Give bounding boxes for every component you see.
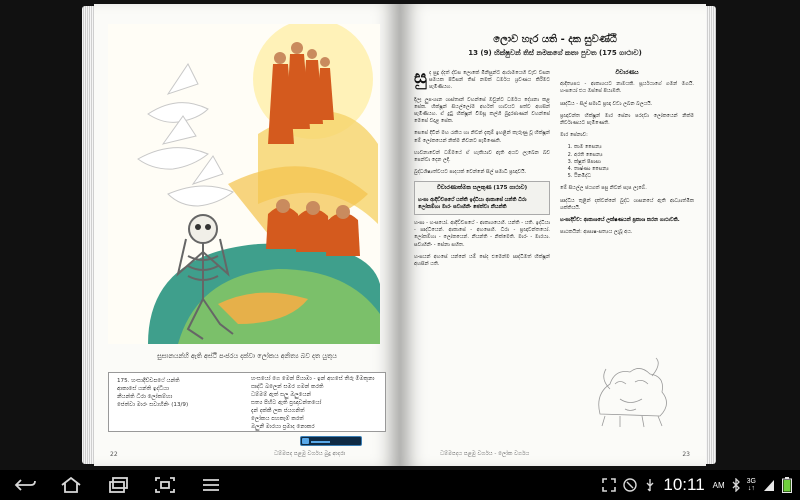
paragraph: බුද්ධශිෂ්‍යත්වයට පාදයක් වෙන්නේ සිල් සමාධි ප්‍රඥාවයි.: [414, 169, 527, 176]
analysis-box: [414, 181, 550, 215]
recent-apps-icon: [107, 476, 131, 494]
home-button[interactable]: [56, 475, 86, 495]
home-icon: [59, 476, 83, 494]
scrubber-handle[interactable]: [302, 438, 309, 444]
verse-line: සත්‍ය පිහිට ඇති ප්‍රඥාවන්තයෝ: [251, 400, 322, 406]
numbered-list: [560, 144, 694, 180]
drop-cap: සු: [414, 67, 427, 88]
verse-line: 175. හංසාදිච්චපථේ යන්ති: [117, 378, 180, 384]
verse-line: ජෙත්වා මාරං සවාහිනිං (13/9): [117, 402, 189, 408]
list-item: 2. අරති සෛන්‍ය: [574, 152, 694, 159]
verse-sinhala: [251, 375, 381, 431]
text-column-left: [414, 67, 550, 273]
verse-line: නීයන්ති ධීරා ලෝකම්හා: [117, 394, 173, 400]
menu-button[interactable]: [196, 475, 226, 495]
page-footer-right: ධම්මපදය පළමු වර්ගය - ලෝක වර්ගය: [440, 451, 530, 457]
verse-line: ඔලුනී මාරයා ප්‍රමාද නොකර: [251, 424, 315, 430]
list-item: 1. කාම සෛන්‍ය: [574, 144, 694, 151]
battery-icon: [782, 477, 792, 493]
paragraph: මාර සේනාව:: [560, 132, 588, 139]
lion-sketch: [580, 354, 680, 430]
network-activity: ↓↑: [747, 485, 755, 492]
screenshot-button[interactable]: [150, 475, 180, 495]
section-heading: විචාරණය: [615, 70, 639, 76]
right-page[interactable]: [400, 4, 706, 466]
screenshot-icon: [154, 476, 176, 494]
signal-icon: [763, 478, 775, 492]
illustration-caption: සුසානයන්හි ඇති අස්ථි පංජරය දක්වා ලෝකය අනිත්‍ය බව දත යුතුය: [157, 352, 337, 360]
chapter-subtitle: 13 (9) භික්ෂුවන් තිස් නමකගේ කතා පුවත (175 ගාථාව): [468, 49, 642, 57]
data-saver-icon: [623, 478, 637, 492]
verse-line: දැන් දක්කී ලක ජයගනිත්: [251, 408, 305, 414]
usb-icon: [644, 478, 656, 492]
menu-icon: [201, 477, 221, 493]
paragraph: හංසා - හංසයෝ. ආදිච්චපථේ - ආකාශයෙහි. යන්ති - යති. ඉද්ධියා - ඍද්ධියෙන්. ආකාසේ - අහසෙහි. ධීරා - ප්‍රඥාවන්තයෝ. ලෝකම්හා - ලෝකයෙන්. නීයන්ති - නික්මෙති. මාරං - මාරයා. සවාහිනිං - සේනා සහිත.: [414, 220, 550, 248]
fullscreen-icon: [602, 478, 616, 492]
back-button[interactable]: [10, 475, 40, 495]
paragraph: සුද සුදු ද්දත් ද්වස ලොකේ මිනිසුන්ට ආරාමයෙහි වැඩ වසන සමයක පිටිසන් තිස් නමක් ධර්මය ශ්‍රවණය කිරීමට පැමිණියහ.: [414, 67, 550, 91]
network-indicator: [747, 478, 756, 492]
paragraph: දීලෑ ලුපංශාන ශාස්තෘන් වහන්සේ ඔවුන්ට ධර්මය දේශනා කළ සේක. භික්ෂූන් සියල්ලෝම අර්හත් භාවයට පත්ව අහසින් පැමිණියහ. ඒ දුටු භික්ෂූන් විමසූ කල්හි බුදුරජාණන් වහන්සේ මෙසේ වදාළ සේක.: [414, 96, 550, 125]
network-type: 3G: [746, 478, 756, 485]
list-item: 3. ක්ෂුත් පිපාසා: [574, 159, 694, 166]
scrubber-progress: [311, 441, 330, 443]
verse-line: ධම්මම් ඇත් සලු ඔලුයෙන්: [251, 392, 312, 398]
verse-line: ආකාසේ යන්ති ඉද්ධියා: [117, 386, 170, 392]
text-column-right: [560, 70, 694, 241]
verse-box: [108, 372, 386, 432]
clock-time: 10:11: [663, 475, 705, 494]
verse-line: හංසයෝ ගෙ මෙන් පියාඹා - ඉන් අහසේ තීරු මීමකුනා: [251, 376, 375, 382]
left-page[interactable]: [94, 4, 400, 466]
paragraph: හංසාදිච්ච: ආකාශයේ ලක්ෂණයන් ප්‍රකාශ කරන ගාථාවකි.: [560, 217, 680, 224]
list-item: 5. ථිනමිද්ධ: [574, 173, 694, 180]
system-navigation-bar: [0, 470, 800, 500]
verse-pali: [117, 377, 247, 409]
chapter-title: ලොව හැර යති - දක සුවණ්ඨි: [493, 34, 617, 45]
paragraph: භාවනාවෙන් ධම්මයේ ඒ හැකියාව ඇති අයට ලැබෙන බව පෙන්වා දෙන ලදී.: [414, 149, 550, 164]
paragraph: ආදිත්‍යපථ - ආකාශයට නාමයකි. සූර්යයාගේ ගමන් මගයි. හංසයෝ එය ඔස්සේ පියාඹති.: [560, 81, 694, 95]
page-footer-left: ධම්මපද පළමු වර්ගය බුදු ආදරා: [274, 451, 346, 457]
paragraph: ප්‍රඥාවන්ත භික්ෂූන් මාර සේනා පරදවා ලෝකයෙන් නික්ම නිර්වාණයට පැමිණෙති.: [560, 112, 694, 127]
page-number-right: 23: [682, 451, 690, 458]
bluetooth-icon: [732, 478, 740, 492]
back-icon: [13, 477, 37, 493]
analysis-box-text: හංසා ආදිච්චපථේ යන්ති ඉද්ධියා ආකාසේ යන්ති ධීරා ලෝකම්හා මාරං සවාහිනිං ජෙත්වා නීයන්ති: [418, 196, 527, 210]
clock-ampm: AM: [712, 480, 725, 490]
verse-line: ලෝකය පහකෑම් කරත්: [251, 416, 304, 422]
paragraph: ඍද්ධිය - සිල් සමාධි ප්‍රඥා වඩා ලබන බලයයි.: [560, 100, 653, 107]
page-scrubber[interactable]: [300, 436, 362, 446]
analysis-box-heading: විචාරණාත්මක සලකුණ (175 ගාථාව): [436, 185, 528, 192]
paragraph: මේ සියල්ල ජයගත් පසු නිවන් සැප ලැබේ.: [560, 185, 647, 192]
verse-line: ඍද්ධි බලෙන් සමර ගමන් කරති: [251, 384, 324, 390]
buddhist-illustration: [108, 24, 380, 344]
paragraph: පාඨකයින්: ආසාෂ-සත්‍යය ලැබූ අය.: [560, 229, 633, 236]
list-item: 4. තෘෂ්ණා සෛන්‍ය: [574, 166, 694, 173]
page-number-left: 22: [110, 451, 118, 458]
status-area[interactable]: [602, 470, 792, 500]
paragraph: ඍද්ධිය තුළින් දක්වන්නේ බුද්ධ ශාසනයේ ඇති ආධ්‍යාත්මික ශක්තියයි.: [560, 197, 694, 211]
paragraph: සෙසේ දිවින් මහ රැකිය හා නිවන් දැකුම් ඉහළින් කැරුණු වූ භික්ෂූන් මේ ලෝකයෙන් නික්ම නිවනට පැමිණෙති.: [414, 130, 550, 144]
recent-apps-button[interactable]: [104, 475, 134, 495]
paragraph: හංසයන් අහසේ යන්නේ යම් සේද එමෙන්ම ඍද්ධිමත් භික්ෂූන් අහසින් යති.: [414, 253, 550, 268]
